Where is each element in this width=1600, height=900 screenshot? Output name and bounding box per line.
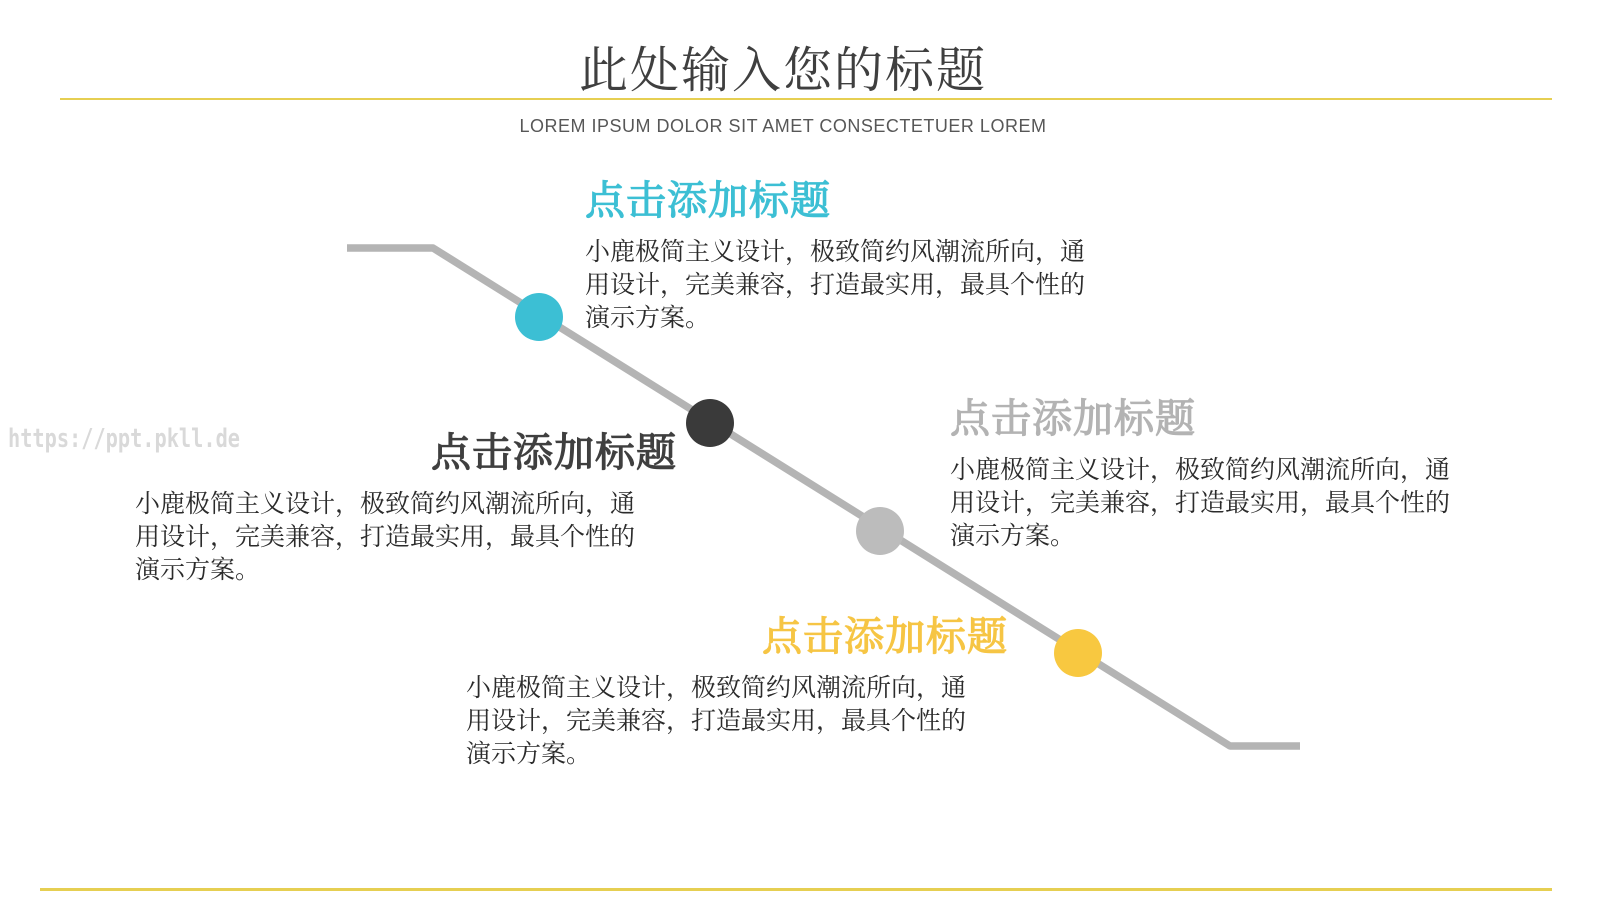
block-4-body <box>466 672 1008 771</box>
block-2-body <box>135 488 677 587</box>
body-line: 小鹿极简主义设计，极致简约风潮流所向，通 <box>950 457 1451 484</box>
block-1-body <box>585 236 1127 335</box>
body-line: 演示方案。 <box>466 741 592 768</box>
body-line: 小鹿极简主义设计，极致简约风潮流所向，通 <box>466 675 967 702</box>
body-line: 小鹿极简主义设计，极致简约风潮流所向，通 <box>135 491 636 518</box>
page-subtitle: LOREM IPSUM DOLOR SIT AMET CONSECTETUER LOREM <box>519 116 1047 136</box>
watermark-url: https://ppt.pkll.de <box>8 424 240 454</box>
content-block-2 <box>135 432 677 587</box>
block-4-title: 点击添加标题 <box>762 615 1008 659</box>
block-1-title: 点击添加标题 <box>585 179 831 223</box>
body-line: 小鹿极简主义设计，极致简约风潮流所向，通 <box>585 239 1086 266</box>
body-line: 用设计，完美兼容，打造最实用，最具个性的 <box>950 490 1451 517</box>
block-3-title: 点击添加标题 <box>950 397 1196 441</box>
body-line: 用设计，完美兼容，打造最实用，最具个性的 <box>466 708 967 735</box>
page-title: 此处输入您的标题 <box>578 44 987 98</box>
timeline-dot-3 <box>856 507 904 555</box>
block-3-body <box>950 454 1492 553</box>
block-2-title: 点击添加标题 <box>431 431 677 475</box>
content-block-1 <box>585 180 1127 335</box>
timeline-dot-4 <box>1054 629 1102 677</box>
footer-divider-line <box>40 888 1552 891</box>
body-line: 用设计，完美兼容，打造最实用，最具个性的 <box>585 272 1086 299</box>
body-line: 用设计，完美兼容，打造最实用，最具个性的 <box>135 524 636 551</box>
body-line: 演示方案。 <box>135 557 261 584</box>
timeline-dot-2 <box>686 399 734 447</box>
content-block-4 <box>466 616 1008 771</box>
body-line: 演示方案。 <box>950 523 1076 550</box>
timeline-dot-1 <box>515 293 563 341</box>
content-block-3 <box>950 398 1492 553</box>
body-line: 演示方案。 <box>585 305 711 332</box>
